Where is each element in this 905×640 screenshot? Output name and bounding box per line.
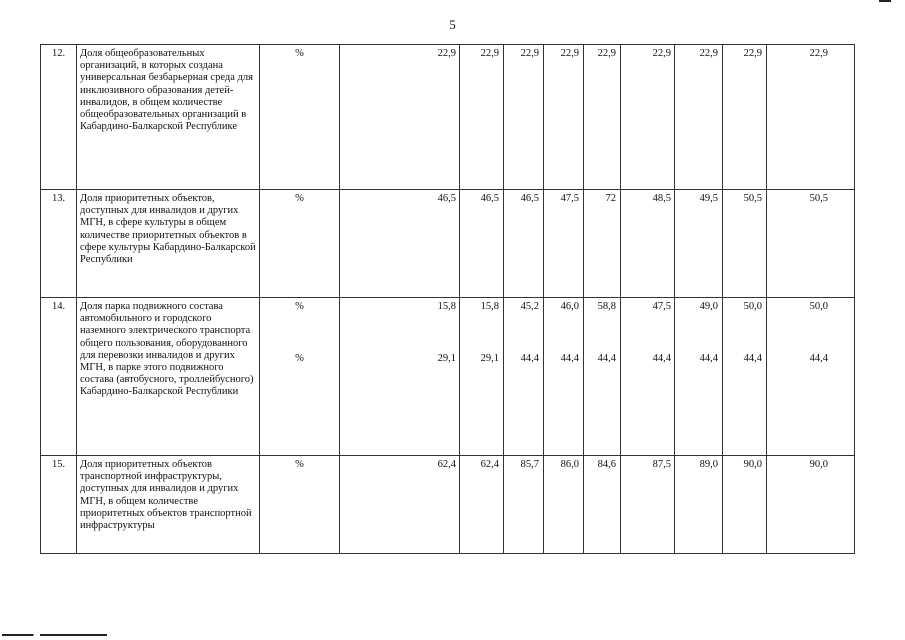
value-cell: 48,5 [621,190,675,298]
indicator-name: Доля приоритетных объектов, доступных для инвалидов и других МГН, в сфере культуры в общем количестве приоритетных объектов в сфере культуры Кабардино-Балкарской Республики [77,190,260,298]
value-line: 44,4 [809,353,828,365]
indicators-table [40,44,855,554]
table-row [41,298,855,456]
value-cell: 22,9 [340,45,460,190]
unit-line: % [295,353,304,365]
unit-cell: % [260,190,340,298]
value-cell [767,298,855,456]
table-row [41,45,855,190]
table-row [41,190,855,298]
value-cell [584,298,621,456]
unit-cell: % [260,45,340,190]
value-cell: 84,6 [584,456,621,554]
value-cell: 49,5 [675,190,723,298]
value-cell: 22,9 [584,45,621,190]
value-cell: 22,9 [767,45,855,190]
value-line: 50,0 [743,301,762,312]
unit-line: % [295,301,304,312]
unit-cell: % [260,456,340,554]
value-cell [340,298,460,456]
value-cell [544,298,584,456]
value-cell [504,298,544,456]
value-cell: 46,5 [504,190,544,298]
value-cell: 22,9 [723,45,767,190]
unit-cell [260,298,340,456]
value-line: 44,4 [652,353,671,365]
corner-scan-mark [879,0,891,2]
value-cell: 86,0 [544,456,584,554]
value-cell [621,298,675,456]
value-line: 44,4 [699,353,718,365]
value-cell: 50,5 [767,190,855,298]
value-cell [723,298,767,456]
indicator-name: Доля парка подвижного состава автомобильного и городского наземного электрического транспорта общего пользования, оборудованного для перевозки инвалидов и других МГН, в парке этого подвижного состава (автобусного, троллейбусного) Кабардино-Балкарской Республики [77,298,260,456]
value-line: 49,0 [699,301,718,312]
row-number: 15. [41,456,77,554]
value-line: 44,4 [743,353,762,365]
value-cell: 46,5 [460,190,504,298]
table-row [41,456,855,554]
value-cell: 72 [584,190,621,298]
value-cell: 62,4 [460,456,504,554]
value-line: 47,5 [652,301,671,312]
value-line: 29,1 [437,353,456,365]
value-cell: 22,9 [460,45,504,190]
value-line: 15,8 [437,301,456,312]
value-cell [460,298,504,456]
value-line: 44,4 [560,353,579,365]
value-line: 15,8 [480,301,499,312]
indicator-name: Доля общеобразовательных организаций, в которых создана универсальная безбарьерная среда для инклюзивного образования детей-инвалидов, в общем количестве общеобразовательных организаций в Кабардино-Балкарской Республике [77,45,260,190]
page-number: 5 [449,17,456,32]
value-cell: 46,5 [340,190,460,298]
bottom-scan-mark [2,634,107,636]
value-cell: 50,5 [723,190,767,298]
value-cell: 22,9 [544,45,584,190]
value-cell: 22,9 [675,45,723,190]
row-number: 12. [41,45,77,190]
value-cell: 89,0 [675,456,723,554]
value-cell: 85,7 [504,456,544,554]
value-line: 50,0 [809,301,828,312]
indicator-name: Доля приоритетных объектов транспортной инфраструктуры, доступных для инвалидов и других МГН, в общем количестве приоритетных объектов транспортной инфраструктуры [77,456,260,554]
value-line: 46,0 [560,301,579,312]
value-cell: 90,0 [767,456,855,554]
value-cell: 22,9 [504,45,544,190]
value-cell: 62,4 [340,456,460,554]
row-number: 14. [41,298,77,456]
value-cell: 90,0 [723,456,767,554]
value-cell: 87,5 [621,456,675,554]
value-line: 44,4 [597,353,616,365]
value-cell: 47,5 [544,190,584,298]
value-cell: 22,9 [621,45,675,190]
value-cell [675,298,723,456]
value-line: 45,2 [520,301,539,312]
value-line: 44,4 [520,353,539,365]
value-line: 29,1 [480,353,499,365]
row-number: 13. [41,190,77,298]
value-line: 58,8 [597,301,616,312]
